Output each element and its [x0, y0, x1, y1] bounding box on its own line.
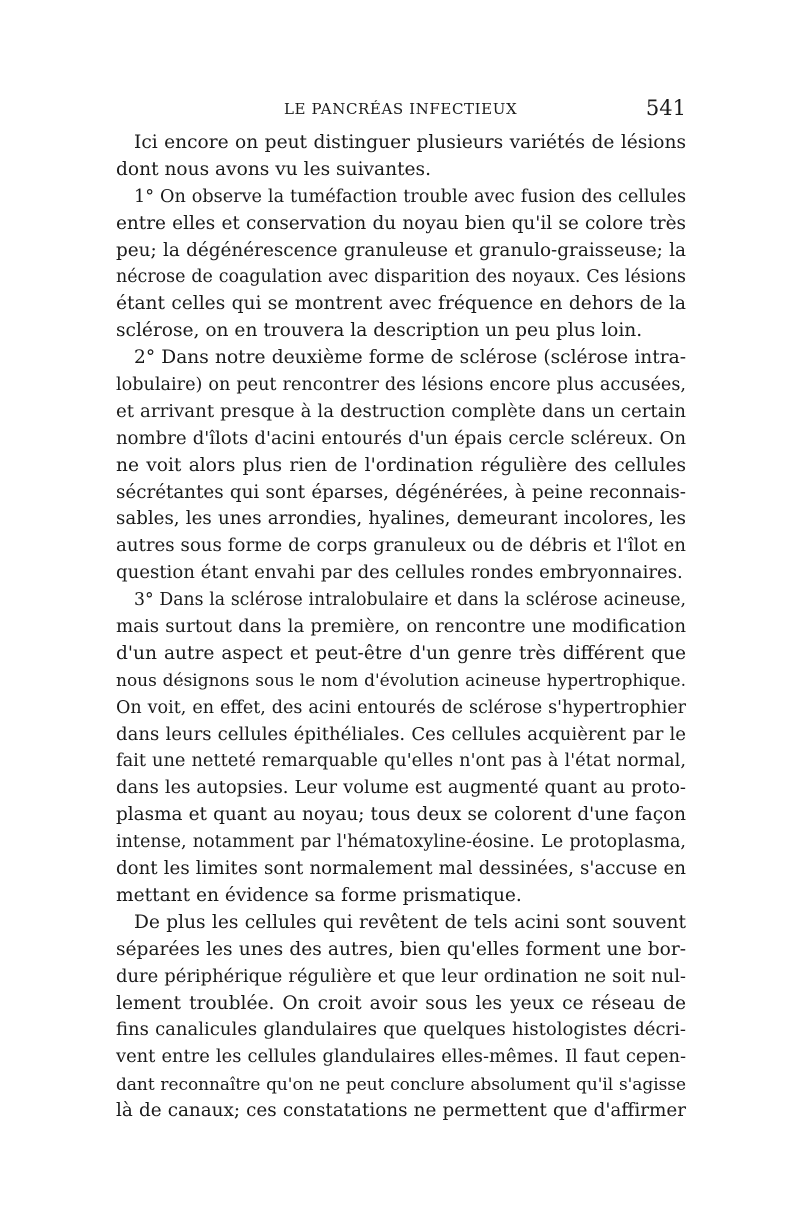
text-line: étant celles qui se montrent avec fréquence en dehors de la	[116, 293, 686, 315]
text-line: 2° Dans notre deuxième forme de sclérose (sclérose intra-	[134, 347, 686, 369]
text-line: plasma et quant au noyau; tous deux se colorent d'une façon	[116, 804, 686, 826]
text-line: dans les autopsies. Leur volume est augmenté quant au proto-	[116, 777, 686, 799]
text-line: fins canalicules glandulaires que quelques histologistes décri-	[116, 1019, 686, 1041]
text-line: dans leurs cellules épithéliales. Ces cellules acquièrent par le	[116, 723, 686, 745]
page-number: 541	[645, 96, 686, 120]
text-line: 1° On observe la tuméfaction trouble avec fusion des cellules	[134, 186, 686, 207]
text-line: ne voit alors plus rien de l'ordination régulière des cellules	[116, 454, 686, 476]
text-line: dont nous avons vu les suivantes.	[116, 158, 432, 180]
text-line: intense, notamment par l'hématoxyline-éosine. Le protoplasma,	[116, 832, 686, 853]
text-line: là de canaux; ces constatations ne permettent que d'affirmer	[116, 1100, 686, 1122]
text-line: 3° Dans la sclérose intralobulaire et dans la sclérose acineuse,	[134, 590, 686, 611]
text-line: autres sous forme de corps granuleux ou de débris et l'îlot en	[116, 535, 686, 557]
text-line: dure périphérique régulière et que leur ordination ne soit nul-	[116, 965, 686, 987]
page-header	[116, 96, 686, 124]
text-line: nombre d'îlots d'acini entourés d'un épais cercle scléreux. On	[116, 427, 686, 449]
text-line: et arrivant presque à la destruction complète dans un certain	[116, 400, 686, 422]
text-line: nous désignons sous le nom d'évolution acineuse hypertrophique.	[116, 670, 686, 691]
text-line: vent entre les cellules glandulaires elles-mêmes. Il faut cepen-	[116, 1046, 686, 1068]
text-line: lement troublée. On croit avoir sous les yeux ce réseau de	[116, 992, 686, 1014]
text-line: d'un autre aspect et peut-être d'un genre très différent que	[116, 642, 686, 664]
text-line: mettant en évidence sa forme prismatique.	[116, 884, 522, 906]
text-line: question étant envahi par des cellules rondes embryonnaires.	[116, 562, 683, 584]
text-line: On voit, en effet, des acini entourés de sclérose s'hypertrophier	[116, 697, 686, 718]
text-line: Ici encore on peut distinguer plusieurs variétés de lésions	[134, 132, 686, 153]
body-text	[116, 130, 686, 1125]
text-line: dant reconnaître qu'on ne peut conclure absolument qu'il s'agisse	[116, 1074, 686, 1095]
text-line: sclérose, on en trouvera la description un peu plus loin.	[116, 320, 643, 342]
text-line: séparées les unes des autres, bien qu'elles forment une bor-	[116, 938, 686, 960]
text-line: peu; la dégénérescence granuleuse et granulo-graisseuse; la	[116, 239, 686, 261]
text-line: De plus les cellules qui revêtent de tels acini sont souvent	[134, 911, 686, 933]
text-line: sables, les unes arrondies, hyalines, demeurant incolores, les	[116, 508, 686, 530]
text-line: lobulaire) on peut rencontrer des lésions encore plus accusées,	[116, 375, 686, 396]
running-title: LE PANCRÉAS INFECTIEUX	[284, 100, 518, 118]
text-line: dont les limites sont normalement mal dessinées, s'accuse en	[116, 858, 686, 880]
text-line: entre elles et conservation du noyau bien qu'il se colore très	[116, 212, 686, 234]
text-line: mais surtout dans la première, on rencontre une modification	[116, 616, 686, 638]
text-line: fait une netteté remarquable qu'elles n'ont pas à l'état normal,	[116, 750, 686, 772]
text-line: sécrétantes qui sont éparses, dégénérées, à peine reconnais-	[116, 481, 686, 503]
text-line: nécrose de coagulation avec disparition des noyaux. Ces lésions	[116, 267, 686, 288]
